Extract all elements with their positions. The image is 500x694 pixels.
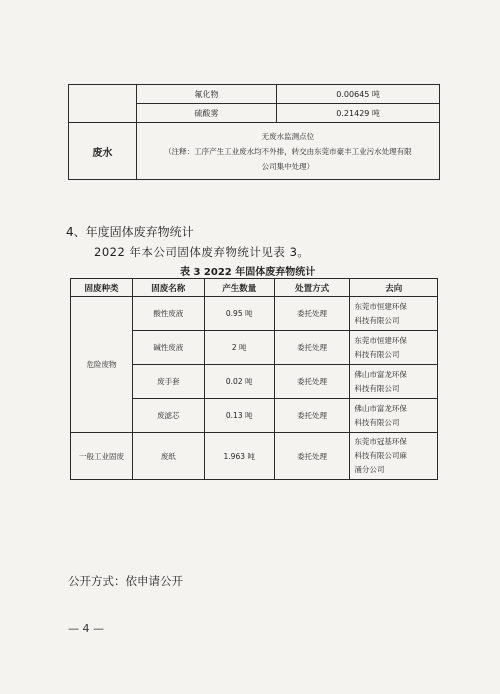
table-row bbox=[71, 433, 438, 480]
waste-quantity: 0.95 吨 bbox=[204, 297, 274, 331]
destination-line: 东莞市冠基环保 bbox=[354, 437, 407, 446]
waste-name: 碱性废液 bbox=[132, 331, 204, 365]
solid-waste-table bbox=[70, 278, 438, 480]
waste-name: 废纸 bbox=[132, 433, 204, 480]
destination-line: 东莞市恒建环保 bbox=[354, 301, 407, 311]
destination-line: 佛山市富龙环保 bbox=[354, 403, 407, 413]
destination-line: 科技有限公司麻 bbox=[354, 451, 407, 460]
column-header: 去向 bbox=[350, 279, 438, 297]
column-header: 固废种类 bbox=[71, 279, 133, 297]
wastewater-note bbox=[136, 123, 439, 180]
table-row bbox=[69, 85, 440, 104]
waste-quantity: 2 吨 bbox=[204, 331, 274, 365]
waste-name: 废手套 bbox=[132, 365, 204, 399]
destination bbox=[350, 331, 438, 365]
table-caption: 表 3 2022 年固体废弃物统计 bbox=[180, 267, 316, 278]
pollutant-name: 氟化物 bbox=[136, 85, 277, 104]
destination-line: 科技有限公司 bbox=[354, 417, 400, 427]
waste-name: 酸性废液 bbox=[132, 297, 204, 331]
waste-name: 废滤芯 bbox=[132, 399, 204, 433]
destination-line: 科技有限公司 bbox=[354, 383, 400, 393]
emissions-table bbox=[68, 84, 440, 180]
table-row bbox=[71, 297, 438, 331]
page-number: — 4 — bbox=[68, 622, 104, 635]
waste-quantity: 0.02 吨 bbox=[204, 365, 274, 399]
destination-line: 涌分公司 bbox=[354, 465, 385, 474]
note-line: （注释：工序产生工业废水均不外排，转交由东莞市豪丰工业污水处理有限 bbox=[164, 146, 412, 156]
wastewater-label: 废水 bbox=[69, 123, 137, 180]
disclosure-method: 公开方式：依申请公开 bbox=[68, 574, 183, 588]
disposal-method: 委托处理 bbox=[274, 297, 350, 331]
destination-line: 科技有限公司 bbox=[354, 315, 400, 325]
column-header: 处置方式 bbox=[274, 279, 350, 297]
column-header: 固废名称 bbox=[132, 279, 204, 297]
destination-line: 科技有限公司 bbox=[354, 349, 400, 359]
destination-line: 佛山市富龙环保 bbox=[354, 369, 407, 379]
pollutant-name: 硫酸雾 bbox=[136, 104, 277, 123]
disposal-method: 委托处理 bbox=[274, 433, 350, 480]
waste-quantity: 0.13 吨 bbox=[204, 399, 274, 433]
column-header: 产生数量 bbox=[204, 279, 274, 297]
destination bbox=[350, 297, 438, 331]
table-header-row bbox=[71, 279, 438, 297]
destination-line: 东莞市恒建环保 bbox=[354, 335, 407, 345]
pollutant-value: 0.21429 吨 bbox=[277, 104, 440, 123]
category-cell: 危险废物 bbox=[71, 297, 133, 433]
table-row bbox=[69, 123, 440, 180]
category-cell: 一般工业固废 bbox=[71, 433, 133, 480]
destination bbox=[350, 433, 438, 480]
destination bbox=[350, 399, 438, 433]
empty-category-cell bbox=[69, 85, 137, 123]
pollutant-value: 0.00645 吨 bbox=[277, 85, 440, 104]
disposal-method: 委托处理 bbox=[274, 365, 350, 399]
intro-paragraph: 2022 年本公司固体废弃物统计见表 3。 bbox=[94, 245, 310, 259]
section-heading: 4、年度固体废弃物统计 bbox=[66, 225, 194, 239]
disposal-method: 委托处理 bbox=[274, 331, 350, 365]
destination bbox=[350, 365, 438, 399]
note-line: 公司集中处理） bbox=[261, 161, 315, 171]
disposal-method: 委托处理 bbox=[274, 399, 350, 433]
waste-quantity: 1.963 吨 bbox=[204, 433, 274, 480]
note-line: 无废水监测点位 bbox=[261, 131, 315, 141]
